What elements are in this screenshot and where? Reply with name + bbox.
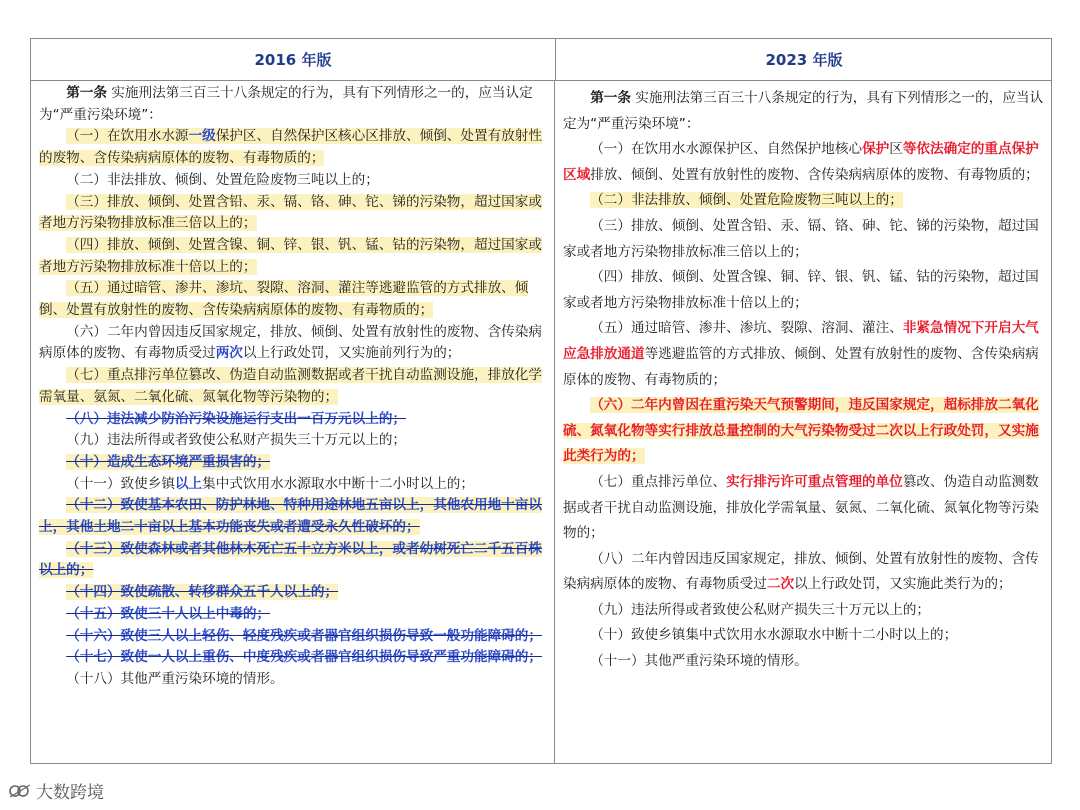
clause-2016 [39, 539, 548, 582]
clause-2016 [39, 192, 548, 235]
clause-text: 保护 [862, 141, 890, 158]
clause-text: （九）违法所得或者致使公私财产损失三十万元以上的； [590, 601, 931, 618]
column-2016 [31, 81, 555, 763]
clause-2016 [39, 235, 548, 278]
clause-text: （四）排放、倾倒、处置含镍、铜、锌、银、钒、锰、钴的污染物，超过国家或者地方污染物排放标准十倍以上的； [563, 269, 1039, 311]
clause-text: 两次 [215, 345, 243, 362]
header-2023: 2023 年版 [765, 51, 843, 69]
clause-2023 [563, 188, 1045, 214]
clause-2016 [39, 452, 548, 474]
clause-text: （十六）致使三人以上轻伤、轻度残疾或者器官组织损伤导致一般功能障碍的； [66, 627, 542, 644]
table-header-row [31, 39, 1051, 81]
clause-2023 [563, 86, 1045, 137]
clause-2016 [39, 126, 548, 169]
clause-text: 一级 [188, 128, 216, 145]
clause-text: （十）造成生态环境严重损害的； [66, 453, 271, 470]
clause-text: （十八）其他严重污染环境的情形。 [66, 670, 284, 687]
watermark [8, 778, 104, 803]
clause-text: （六）二年内曾因违反国家规定，排放、倾倒、处置有放射性的废物、含传染病病原体的废物、有毒物质受过 [39, 323, 542, 362]
clause-2016 [39, 430, 548, 452]
clause-text: （六）二年内曾因在重污染天气预警期间，违反国家规定，超标排放二氧化硫、氮氧化物等实行排放总量控制的大气污染物受过二次以上行政处罚，又实施此类行为的； [563, 397, 1039, 465]
clause-text: 等依法确定的重点保护区域 [563, 141, 1039, 183]
clause-2023 [563, 598, 1045, 624]
clause-2023 [563, 214, 1045, 265]
clause-text: 保护区、自然保护区核心区排放、倾倒、处置有放射性的废物、含传染病病原体的废物、有毒物质的； [39, 128, 542, 167]
clause-2016 [39, 604, 548, 626]
clause-text: 区 [889, 141, 903, 158]
clause-2023 [563, 470, 1045, 547]
clause-2016 [39, 322, 548, 365]
clause-text: （七）重点排污单位篡改、伪造自动监测数据或者干扰自动监测设施，排放化学需氧量、氨氮、二氧化硫、氮氧化物等污染物的； [39, 367, 542, 405]
clause-text: （一）在饮用水水源 [66, 128, 189, 145]
watermark-label: 大数跨境 [36, 783, 104, 803]
column-2023 [555, 81, 1051, 763]
clause-2016 [39, 669, 548, 691]
clause-text: （八）违法减少防治污染设施运行支出一百万元以上的； [66, 410, 407, 427]
clause-text: 集中式饮用水水源取水中断十二小时以上的； [202, 475, 474, 492]
clause-2016 [39, 83, 548, 126]
clause-2016 [39, 170, 548, 192]
clause-text: （一）在饮用水水源保护区、自然保护地核心 [590, 141, 863, 158]
clause-2023 [563, 649, 1045, 675]
clause-text: （八）二年内曾因违反国家规定，排放、倾倒、处置有放射性的废物、含传染病病原体的废物、有毒物质受过 [563, 550, 1039, 593]
clause-2023 [563, 137, 1045, 188]
clause-2016 [39, 495, 548, 538]
clause-text: 实施刑法第三百三十八条规定的行为，具有下列情形之一的，应当认定为“严重污染环境”： [39, 85, 533, 123]
clause-text: 以上 [174, 475, 203, 492]
header-2016: 2016 年版 [31, 39, 556, 80]
clause-text: 实行排污许可重点管理的单位 [726, 473, 903, 490]
clause-2016 [39, 409, 548, 431]
clause-text: （十一）致使乡镇 [66, 475, 175, 492]
clause-text: 篡改、伪造自动监测数据或者干扰自动监测设施，排放化学需氧量、氨氮、二氧化硫、氮氧化物等污染物的； [563, 473, 1039, 542]
clause-text: 排放、倾倒、处置有放射性的废物、含传染病病原体的废物、有毒物质的； [590, 166, 1039, 183]
clause-text: （三）排放、倾倒、处置含铅、汞、镉、铬、砷、铊、锑的污染物，超过国家或者地方污染物排放标准三倍以上的； [39, 193, 542, 232]
clause-2016 [39, 582, 548, 604]
clause-text: 非紧急情况下开启大气应急排放通道 [563, 320, 1039, 362]
clause-text: 以上行政处罚，又实施前列行为的； [242, 345, 461, 362]
clause-text: （十五）致使三十人以上中毒的； [66, 605, 271, 622]
clause-2016 [39, 474, 548, 496]
clause-2023 [563, 316, 1045, 393]
clause-2023 [563, 547, 1045, 598]
clause-text: 以上行政处罚，又实施此类行为的； [794, 576, 1012, 593]
clause-text: （九）违法所得或者致使公私财产损失三十万元以上的； [66, 432, 407, 449]
clause-text: （三）排放、倾倒、处置含铅、汞、镉、铬、砷、铊、锑的污染物，超过国家或者地方污染物排放标准三倍以上的； [563, 217, 1039, 260]
clause-2016 [39, 278, 548, 321]
comparison-table [30, 38, 1052, 764]
clause-text: 等逃避监管的方式排放、倾倒、处置有放射性的废物、含传染病病原体的废物、有毒物质的； [563, 345, 1039, 388]
clause-text: 第一条 [66, 85, 107, 101]
clause-text: （十一）其他严重污染环境的情形。 [590, 653, 808, 670]
clause-text: （十三）致使森林或者其他林木死亡五十立方米以上，或者幼树死亡二千五百株以上的； [39, 540, 542, 579]
clause-2023 [563, 265, 1045, 316]
clause-text: 二次 [766, 576, 795, 593]
clause-text: （十）致使乡镇集中式饮用水水源取水中断十二小时以上的； [590, 627, 958, 644]
clause-2023 [563, 393, 1045, 470]
clause-text: （十二）致使基本农田、防护林地、特种用途林地五亩以上，其他农用地十亩以上，其他土地二十亩以上基本功能丧失或者遭受永久性破坏的； [39, 497, 542, 536]
clause-2023 [563, 623, 1045, 649]
clause-text: （七）重点排污单位、 [590, 473, 727, 490]
clause-text: （四）排放、倾倒、处置含镍、铜、锌、银、钒、锰、钴的污染物，超过国家或者地方污染物排放标准十倍以上的； [39, 236, 542, 275]
clause-2016 [39, 626, 548, 648]
clause-text: （五）通过暗管、渗井、渗坑、裂隙、溶洞、灌注等逃避监管的方式排放、倾倒、处置有放射性的废物、含传染病病原体的废物、有毒物质的； [39, 280, 529, 319]
clause-2016 [39, 647, 548, 669]
clause-2016 [39, 365, 548, 408]
clause-text: （十四）致使疏散、转移群众五千人以上的； [66, 584, 339, 601]
clause-text: 实施刑法第三百三十八条规定的行为，具有下列情形之一的，应当认定为“严重污染环境”： [563, 90, 1044, 132]
table-body-row [31, 81, 1051, 763]
clause-text: （二）非法排放、倾倒、处置危险废物三吨以上的； [66, 171, 379, 188]
clause-text: 第一条 [590, 90, 631, 106]
clause-text: （二）非法排放、倾倒、处置危险废物三吨以上的； [590, 192, 903, 209]
brand-logo-icon [8, 781, 32, 801]
clause-text: （五）通过暗管、渗井、渗坑、裂隙、溶洞、灌注、 [590, 320, 903, 337]
clause-text: （十七）致使一人以上重伤、中度残疾或者器官组织损伤导致严重功能障碍的； [66, 649, 542, 666]
